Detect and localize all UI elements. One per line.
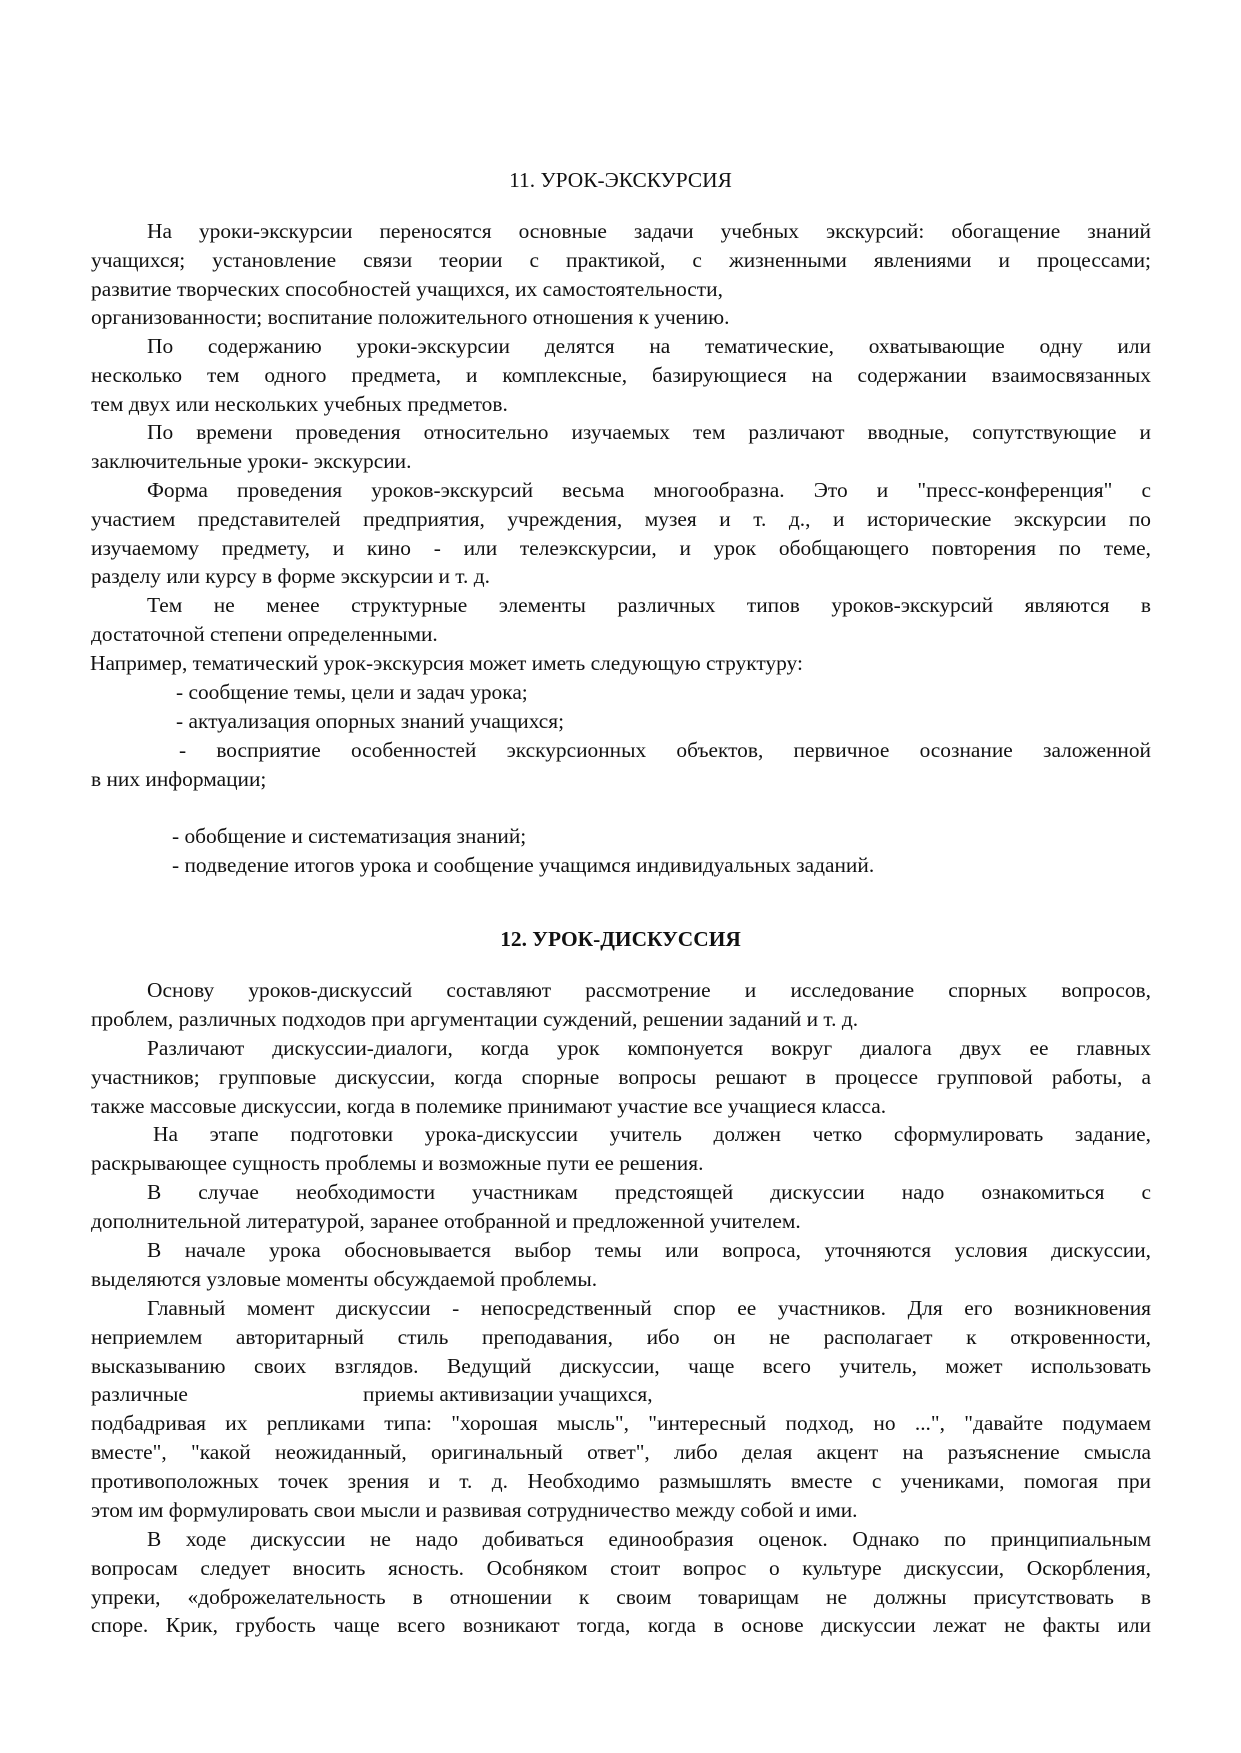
paragraph xyxy=(91,591,1151,649)
text-line: На этапе подготовки урока-дискуссии учитель должен четко сформулировать задание, xyxy=(153,1122,1151,1146)
text-line: В ходе дискуссии не надо добиваться единообразия оценок. Однако по принципиальным xyxy=(147,1527,1151,1551)
text-line: участников; групповые дискуссии, когда спорные вопросы решают в процессе групповой работы, а xyxy=(91,1064,1151,1089)
text-line: Различают дискуссии-диалоги, когда урок компонуется вокруг диалога двух ее главных xyxy=(147,1036,1151,1060)
text-line: этом им формулировать свои мысли и развивая сотрудничество между собой и ими. xyxy=(91,1497,858,1522)
paragraph xyxy=(91,418,1151,476)
paragraph xyxy=(90,649,1150,678)
text-line: - восприятие особенностей экскурсионных объектов, первичное осознание заложенной xyxy=(179,738,1151,762)
text-line: проблем, различных подходов при аргументации суждений, решении заданий и т. д. xyxy=(91,1006,859,1031)
text-line: достаточной степени определенными. xyxy=(91,621,438,646)
text-line: учащихся; установление связи теории с практикой, с жизненными явлениями и процессами; xyxy=(91,247,1151,272)
text-line: заключительные уроки- экскурсии. xyxy=(91,448,412,473)
text-line: противоположных точек зрения и т. д. Необходимо размышлять вместе с учениками, помогая при xyxy=(91,1468,1151,1493)
text-line: По времени проведения относительно изучаемых тем различают вводные, сопутствующие и xyxy=(147,420,1151,444)
text-line: споре. Крик, грубость чаще всего возникают тогда, когда в основе дискуссии лежат не факты или xyxy=(91,1613,1151,1638)
text-line: участием представителей предприятия, учреждения, музея и т. д., и исторические экскурсии по xyxy=(91,506,1151,531)
paragraph xyxy=(91,1525,1151,1640)
paragraph xyxy=(91,332,1151,418)
section-title-discussion: 12. УРОК-ДИСКУССИЯ xyxy=(500,927,741,951)
text-line: Тем не менее структурные элементы различных типов уроков-экскурсий являются в xyxy=(147,593,1151,617)
text-line: изучаемому предмету, и кино - или телеэкскурсии, и урок обобщающего повторения по теме, xyxy=(91,535,1151,560)
paragraph xyxy=(91,1120,1151,1178)
list-item: - сообщение темы, цели и задач урока; xyxy=(176,680,528,704)
paragraph xyxy=(91,476,1151,591)
text-line: в них информации; xyxy=(91,766,267,791)
text-line: упреки, «доброжелательность в отношении к своим товарищам не должны присутствовать в xyxy=(91,1584,1151,1609)
text-fragment: приемы активизации учащихся, xyxy=(363,1382,653,1407)
text-line: По содержанию уроки-экскурсии делятся на тематические, охватывающие одну или xyxy=(147,334,1151,358)
text-line: раскрывающее сущность проблемы и возможные пути ее решения. xyxy=(91,1150,704,1175)
text-line: В случае необходимости участникам предстоящей дискуссии надо ознакомиться с xyxy=(147,1180,1151,1204)
text-line: Основу уроков-дискуссий составляют рассмотрение и исследование спорных вопросов, xyxy=(147,978,1151,1002)
text-fragment: различные xyxy=(91,1382,188,1407)
section-title-excursion: 11. УРОК-ЭКСКУРСИЯ xyxy=(509,168,732,192)
text-line: выделяются узловые моменты обсуждаемой проблемы. xyxy=(91,1266,598,1291)
text-line: подбадривая их репликами типа: "хорошая мысль", "интересный подход, но ...", "давайте подумаем xyxy=(91,1411,1151,1436)
paragraph xyxy=(91,1034,1151,1120)
text-line: тем двух или нескольких учебных предметов. xyxy=(91,391,508,416)
text-line: Главный момент дискуссии - непосредственный спор ее участников. Для его возникновения xyxy=(147,1296,1151,1320)
text-line: неприемлем авторитарный стиль преподавания, ибо он не располагает к откровенности, xyxy=(91,1324,1151,1349)
text-line: вместе", "какой неожиданный, оригинальный ответ", либо делая акцент на разъяснение смысла xyxy=(91,1439,1151,1464)
paragraph xyxy=(91,1236,1151,1294)
text-line: развитие творческих способностей учащихся, их самостоятельности, xyxy=(91,276,723,301)
text-line: вопросам следует вносить ясность. Особняком стоит вопрос о культуре дискуссии, Оскорбления, xyxy=(91,1555,1151,1580)
list-item xyxy=(91,736,1151,794)
text-line: Например, тематический урок-экскурсия может иметь следующую структуру: xyxy=(90,651,803,675)
list-item: - подведение итогов урока и сообщение учащимся индивидуальных заданий. xyxy=(172,853,875,877)
text-line: На уроки-экскурсии переносятся основные задачи учебных экскурсий: обогащение знаний xyxy=(147,219,1151,243)
list-item: - актуализация опорных знаний учащихся; xyxy=(176,709,565,733)
text-line: организованности; воспитание положительного отношения к учению. xyxy=(91,305,730,330)
paragraph xyxy=(91,1294,1151,1524)
text-line: дополнительной литературой, заранее отобранной и предложенной учителем. xyxy=(91,1208,801,1233)
text-line: высказыванию своих взглядов. Ведущий дискуссии, чаще всего учитель, может использовать xyxy=(91,1353,1151,1378)
text-line: несколько тем одного предмета, и комплексные, базирующиеся на содержании взаимосвязанных xyxy=(91,362,1151,387)
paragraph xyxy=(91,1178,1151,1236)
paragraph xyxy=(91,217,1151,332)
text-line: В начале урока обосновывается выбор темы или вопроса, уточняются условия дискуссии, xyxy=(147,1238,1151,1262)
text-line: разделу или курсу в форме экскурсии и т. д. xyxy=(91,564,490,589)
list-item: - обобщение и систематизация знаний; xyxy=(172,824,527,848)
paragraph xyxy=(91,976,1151,1034)
text-line: также массовые дискуссии, когда в полемике принимают участие все учащиеся класса. xyxy=(91,1093,887,1118)
text-line xyxy=(91,1380,1151,1409)
text-line: Форма проведения уроков-экскурсий весьма многообразна. Это и "пресс-конференция" с xyxy=(147,478,1151,502)
